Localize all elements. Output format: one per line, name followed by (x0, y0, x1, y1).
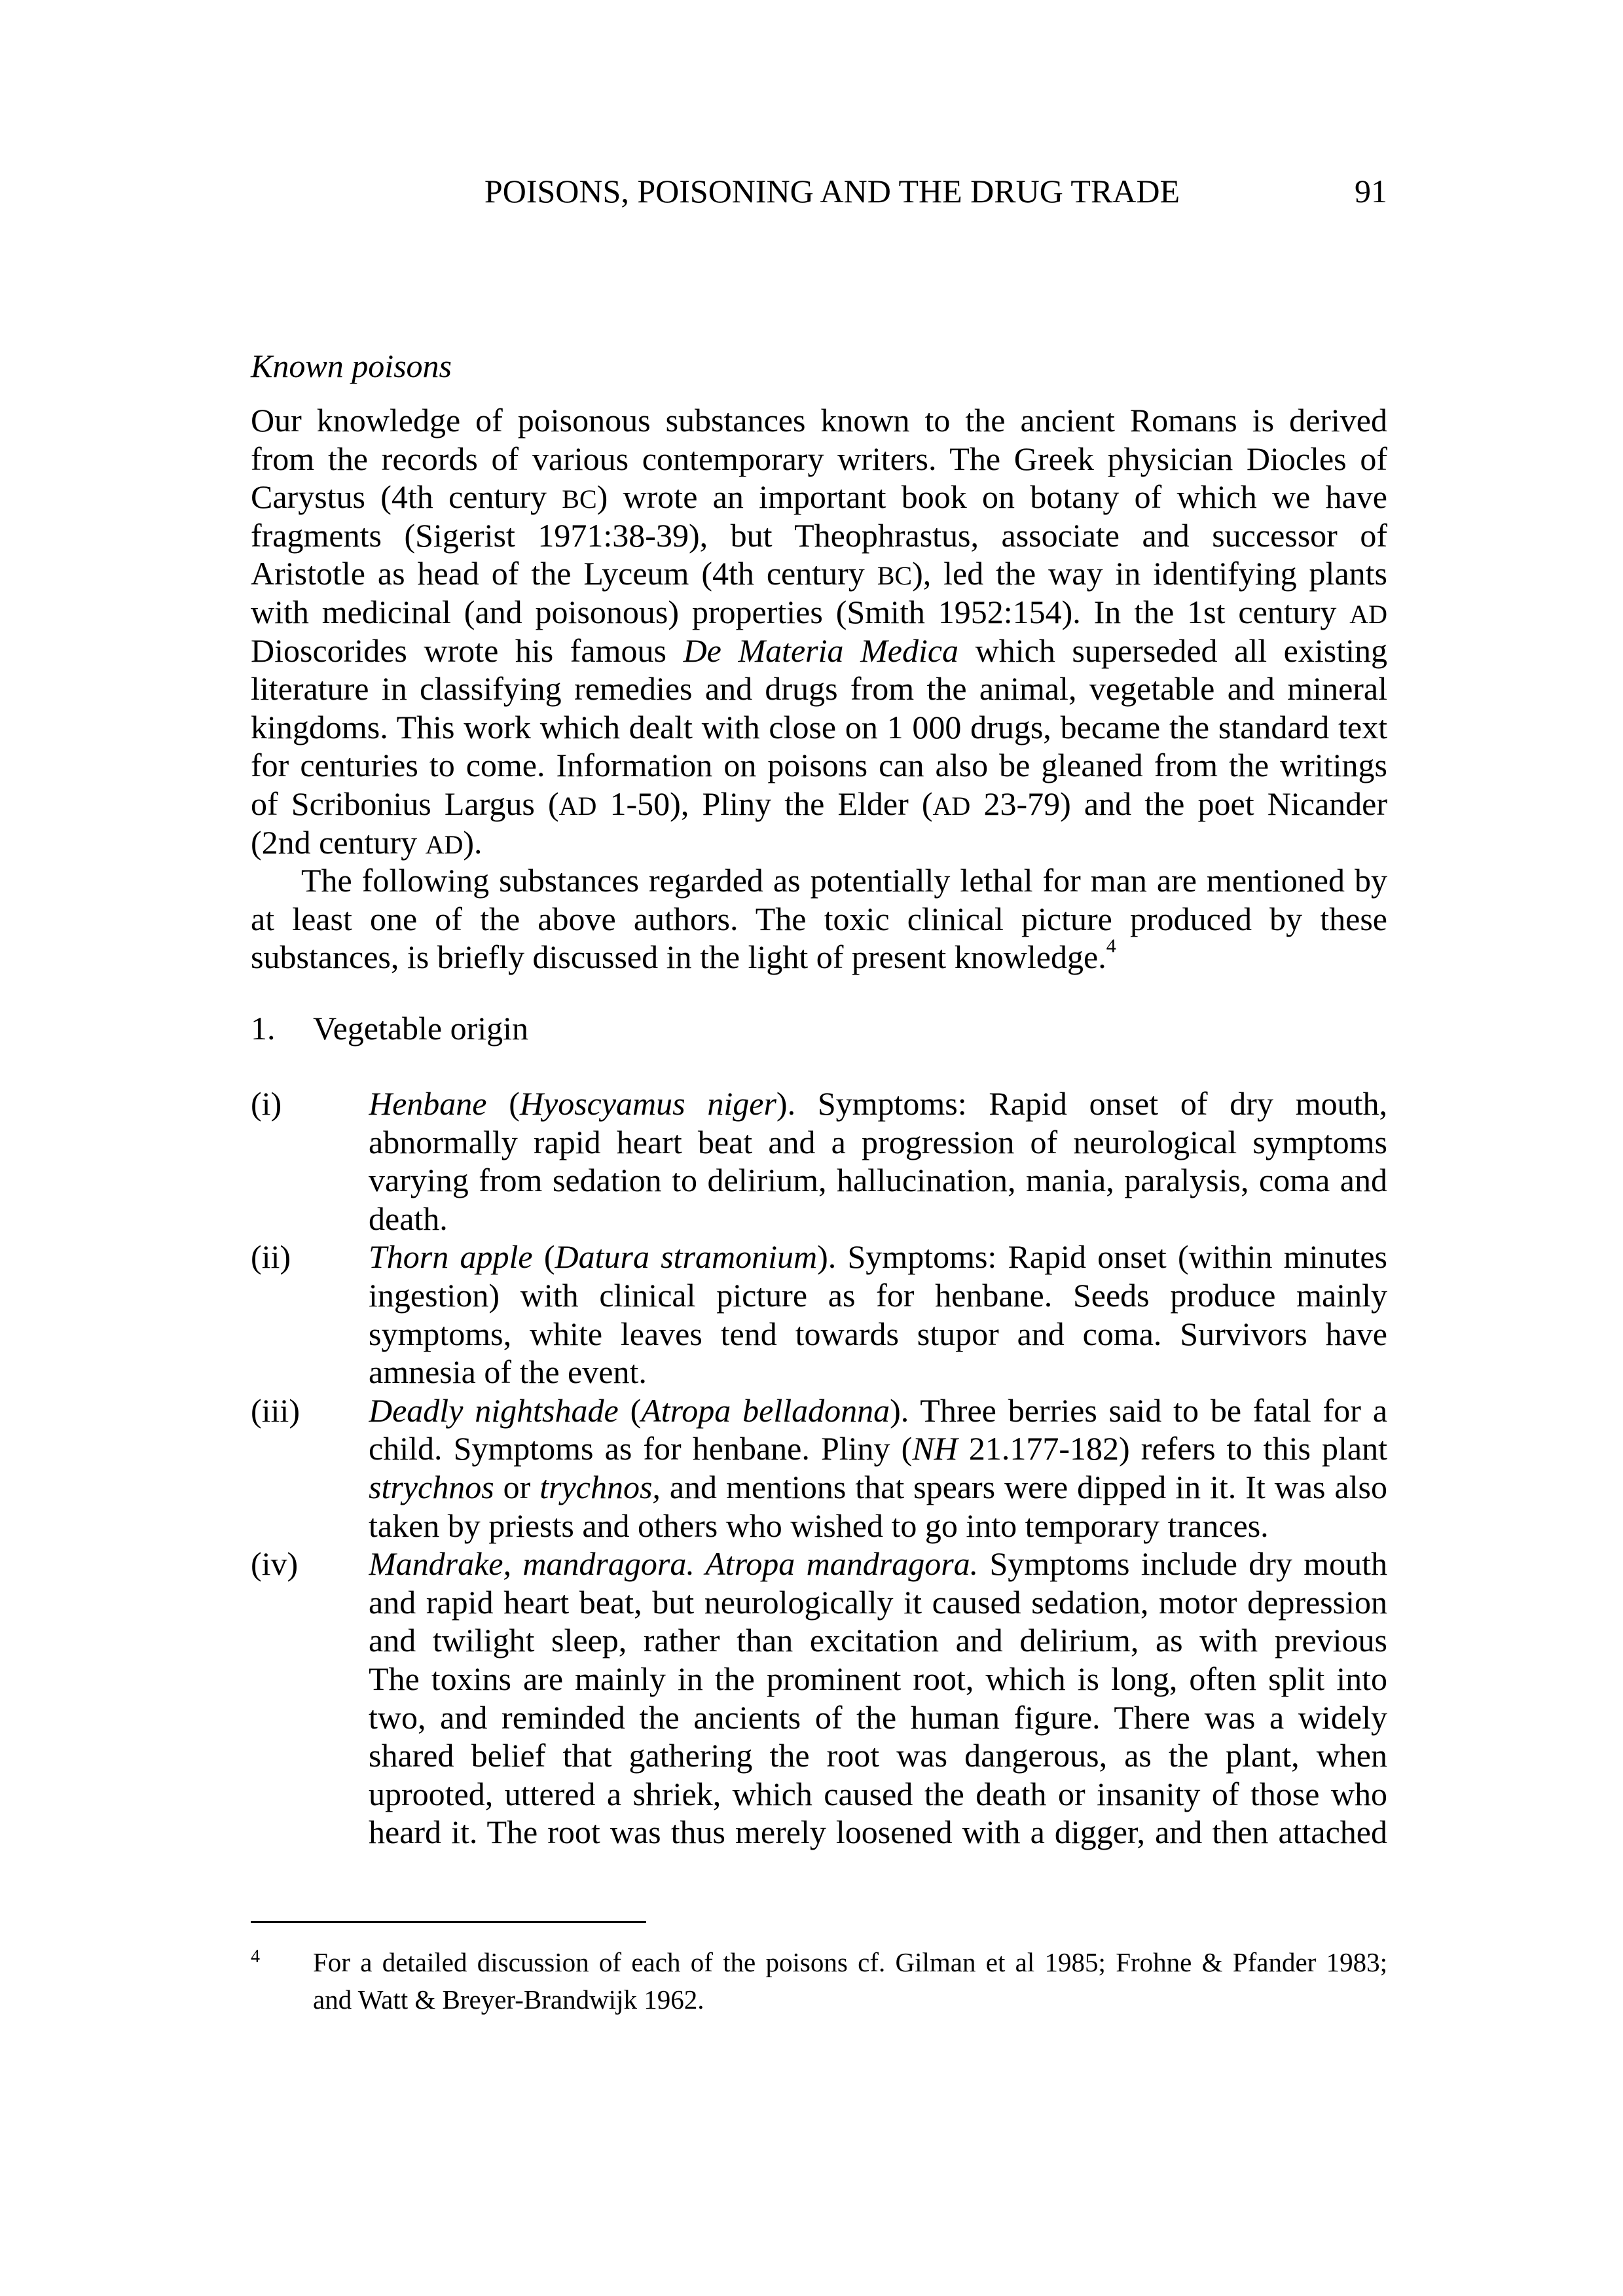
text-run: Symptoms include dry mouth (978, 1545, 1387, 1583)
text-run: or (494, 1468, 540, 1505)
section-title: Known poisons (251, 348, 452, 384)
text-line (369, 1353, 1387, 1391)
text-run: ). Symptoms: Rapid onset (within minutes (817, 1238, 1387, 1276)
text-run: and rapid heart beat, but neurologically it caused sedation, motor depression (369, 1583, 1387, 1621)
text-run: literature in classifying remedies and drugs from the animal, vegetable and mineral (251, 670, 1387, 708)
text-run: ), led the way in identifying plants (912, 555, 1387, 592)
text-line (369, 1429, 1387, 1468)
text-line (369, 1660, 1387, 1698)
list-item-mandrake (251, 1545, 1387, 1852)
running-title: POISONS, POISONING AND THE DRUG TRADE (484, 173, 1180, 209)
text-line (369, 1775, 1387, 1814)
text-run: 1-50), Pliny the Elder ( (596, 785, 933, 822)
footnote-number: 4 (251, 1946, 260, 1967)
text-run: ( (486, 1085, 520, 1122)
text-line (369, 1391, 1387, 1430)
text-run: trychnos, (539, 1468, 661, 1505)
text-run: two, and reminded the ancients of the human figure. There was a widely (369, 1698, 1387, 1736)
text-line (251, 708, 1387, 747)
text-run: uprooted, uttered a shriek, which caused the death or insanity of those who (369, 1775, 1387, 1812)
text-run: child. Symptoms as for henbane. Pliny ( (369, 1430, 913, 1467)
text-run: strychnos (369, 1468, 494, 1505)
text-run: Our knowledge of poisonous substances known to the ancient Romans is derived (251, 402, 1387, 439)
text-run: AD (1349, 599, 1387, 629)
text-run: fragments (Sigerist 1971:38-39), but Theophrastus, associate and successor of (251, 516, 1387, 554)
text-line (251, 670, 1387, 708)
footnote-text (313, 1944, 1387, 2018)
text-line (369, 1161, 1387, 1200)
text-run: The toxins are mainly in the prominent root, which is long, often split into (369, 1660, 1387, 1697)
text-run: Dioscorides wrote his famous (251, 632, 684, 669)
text-line (369, 1583, 1387, 1622)
list-item-deadly-nightshade (251, 1391, 1387, 1545)
footnote-reference: 4 (1106, 938, 1116, 958)
text-line (369, 1315, 1387, 1354)
item-label: (iv) (251, 1545, 299, 1583)
text-run: 23-79) and the poet Nicander (970, 785, 1387, 822)
text-run: varying from sedation to delirium, hallucination, mania, paralysis, coma and (369, 1162, 1387, 1199)
text-run: from the records of various contemporary writers. The Greek physician Diocles of (251, 440, 1387, 477)
text-run: ). (463, 823, 483, 861)
text-run: For a detailed discussion of each of the poisons cf. Gilman et al 1985; Frohne & Pfander 1983; (313, 1947, 1387, 1977)
text-run: and twilight sleep, rather than excitation and delirium, as with previous (369, 1622, 1387, 1659)
subsection-title: Vegetable origin (313, 1010, 529, 1047)
text-line (369, 1621, 1387, 1660)
text-run: AD (425, 829, 464, 859)
text-run: substances, is briefly discussed in the light of present knowledge. (251, 939, 1106, 976)
page-number: 91 (1355, 173, 1387, 209)
text-line (369, 1200, 1387, 1238)
text-line (251, 785, 1387, 823)
list-item-thorn-apple (251, 1238, 1387, 1391)
text-line (369, 1698, 1387, 1737)
text-line (369, 1123, 1387, 1162)
text-run: ). Three berries said to be fatal for a (890, 1391, 1387, 1429)
text-run: Mandrake, mandragora. Atropa mandragora. (369, 1545, 979, 1583)
text-run: and mentions that spears were dipped in it. It was also (660, 1468, 1387, 1505)
text-line (369, 1468, 1387, 1507)
text-line (251, 440, 1387, 478)
text-line (251, 478, 1387, 516)
text-line (251, 554, 1387, 593)
text-run: at least one of the above authors. The toxic clinical picture produced by these (251, 900, 1387, 937)
text-run: ingestion) with clinical picture as for henbane. Seeds produce mainly (369, 1276, 1387, 1314)
item-label: (i) (251, 1085, 282, 1122)
text-line (251, 632, 1387, 670)
text-run: taken by priests and others who wished to go into temporary trances. (369, 1507, 1269, 1544)
text-line (251, 823, 1387, 862)
text-run: kingdoms. This work which dealt with close on 1 000 drugs, became the standard text (251, 708, 1387, 745)
text-run: NH (912, 1430, 958, 1467)
item-text (369, 1545, 1387, 1852)
text-line (369, 1085, 1387, 1123)
item-text (369, 1238, 1387, 1391)
text-line (251, 516, 1387, 555)
text-run: for centuries to come. Information on poisons can also be gleaned from the writings (251, 747, 1387, 784)
text-line (369, 1736, 1387, 1775)
text-line (251, 401, 1387, 440)
text-line (251, 938, 1387, 977)
text-run: death. (369, 1200, 448, 1237)
text-run: symptoms, white leaves tend towards stupor and coma. Survivors have (369, 1315, 1387, 1352)
text-run: Thorn apple (369, 1238, 533, 1276)
text-run: shared belief that gathering the root was dangerous, as the plant, when (369, 1737, 1387, 1774)
text-run: ). Symptoms: Rapid onset of dry mouth, (776, 1085, 1387, 1122)
footnote-divider (251, 1921, 646, 1923)
text-run: Atropa belladonna (641, 1391, 890, 1429)
text-run: which superseded all existing (958, 632, 1387, 669)
text-run: ) wrote an important book on botany of which we have (596, 478, 1387, 516)
running-header (251, 171, 1387, 211)
item-text (369, 1085, 1387, 1238)
item-label: (ii) (251, 1238, 291, 1276)
text-run: AD (932, 791, 971, 821)
text-line (251, 593, 1387, 632)
text-run: (2nd century (251, 823, 426, 861)
text-line (313, 1944, 1387, 1981)
paragraph-2 (251, 861, 1387, 977)
text-run: ( (532, 1238, 555, 1276)
text-run: AD (558, 791, 597, 821)
text-run: ( (618, 1391, 642, 1429)
text-run: Carystus (4th century (251, 478, 562, 516)
text-run: and Watt & Breyer-Brandwijk 1962. (313, 1984, 704, 2015)
subsection-number: 1. (251, 1010, 276, 1047)
item-text (369, 1391, 1387, 1545)
text-run: with medicinal (and poisonous) properties (Smith 1952:154). In the 1st century (251, 593, 1350, 630)
text-run: Aristotle as head of the Lyceum (4th century (251, 555, 877, 592)
text-line (251, 900, 1387, 939)
text-line (313, 1981, 1387, 2018)
item-label: (iii) (251, 1391, 300, 1429)
list-item-henbane (251, 1085, 1387, 1238)
footnote (251, 1944, 1387, 2018)
text-run: BC (877, 561, 913, 591)
paragraph-1 (251, 401, 1387, 861)
text-run: De Materia Medica (683, 632, 959, 669)
text-line (369, 1238, 1387, 1276)
text-line (369, 1813, 1387, 1852)
subsection-heading (251, 1009, 528, 1048)
text-line (369, 1507, 1387, 1545)
text-run: The following substances regarded as potentially lethal for man are mentioned by (301, 862, 1387, 899)
text-run: 21.177-182) refers to this plant (968, 1430, 1387, 1467)
text-run: abnormally rapid heart beat and a progression of neurological symptoms (369, 1123, 1387, 1160)
text-run: Hyoscyamus niger (519, 1085, 776, 1122)
text-line (251, 861, 1387, 900)
text-run: Deadly nightshade (369, 1391, 619, 1429)
text-line (369, 1545, 1387, 1583)
text-line (369, 1276, 1387, 1315)
text-run: Henbane (369, 1085, 487, 1122)
text-run: of Scribonius Largus ( (251, 785, 559, 822)
poison-list (251, 1085, 1387, 1852)
text-run: amnesia of the event. (369, 1354, 647, 1391)
text-run: heard it. The root was thus merely loosened with a digger, and then attached (369, 1814, 1387, 1851)
text-run: BC (562, 484, 597, 514)
text-line (251, 746, 1387, 785)
text-run: Datura stramonium (555, 1238, 818, 1276)
